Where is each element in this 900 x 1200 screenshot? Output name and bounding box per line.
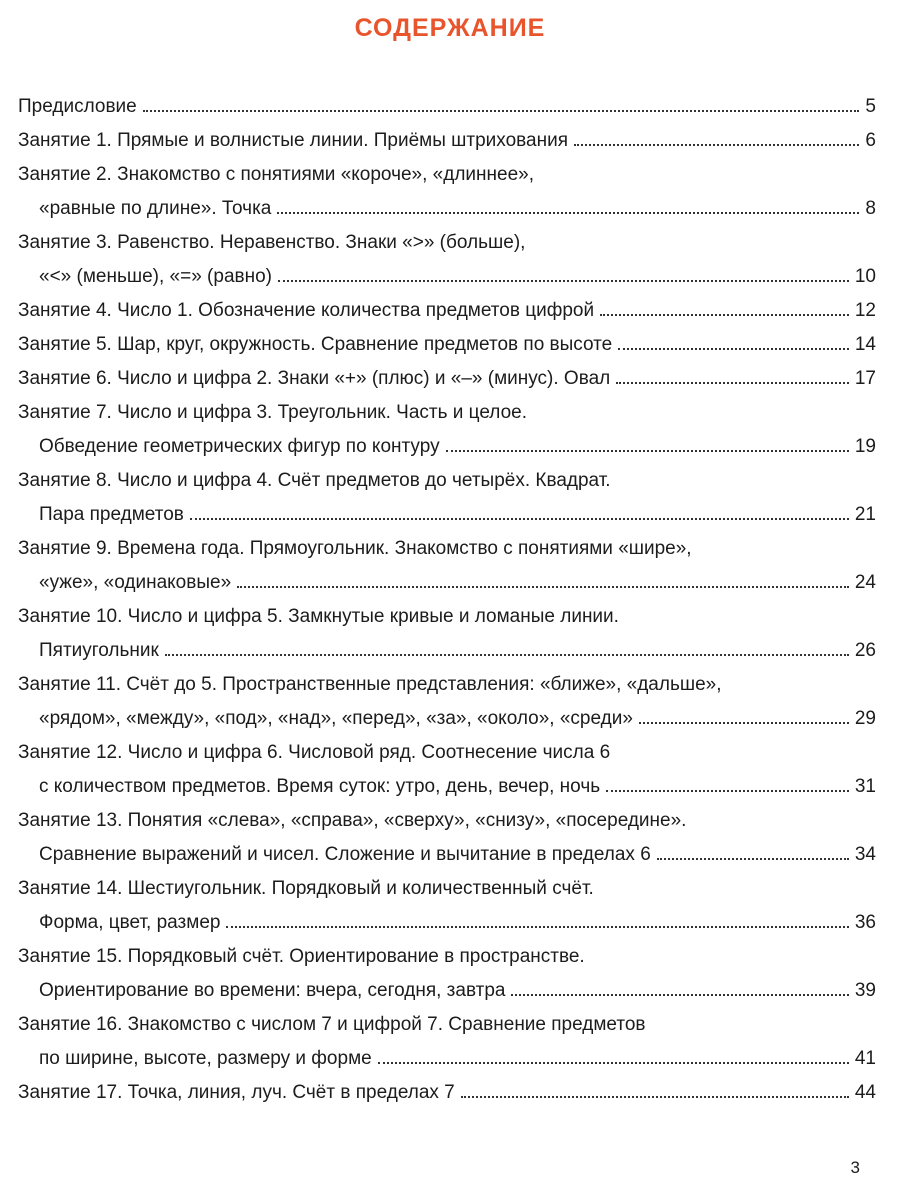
toc-entry-title-line: Занятие 16. Знакомство с числом 7 и цифрой 7. Сравнение предметов — [18, 1014, 646, 1035]
toc-entry-leader-row — [18, 192, 876, 226]
toc-entry — [18, 158, 876, 226]
toc-entry-leader-row — [18, 906, 876, 940]
toc-entry-leader-row — [18, 362, 876, 396]
toc-entry-leader-row — [18, 566, 876, 600]
toc-entry-title-line: Занятие 14. Шестиугольник. Порядковый и количественный счёт. — [18, 878, 594, 899]
toc-entry-leader-row — [18, 260, 876, 294]
toc-page-number: 5 — [865, 96, 876, 117]
toc-entry-title-line: Пятиугольник — [39, 640, 159, 661]
toc-entry-title-line: Занятие 10. Число и цифра 5. Замкнутые кривые и ломаные линии. — [18, 606, 619, 627]
toc-page-number: 17 — [854, 368, 876, 389]
toc-entry-title-line: Занятие 5. Шар, круг, окружность. Сравнение предметов по высоте — [18, 334, 613, 355]
toc-page-number: 8 — [865, 198, 876, 219]
toc-entry-title-line: Занятие 6. Число и цифра 2. Знаки «+» (плюс) и «–» (минус). Овал — [18, 368, 611, 389]
toc-entry-title-line: Занятие 8. Число и цифра 4. Счёт предметов до четырёх. Квадрат. — [18, 470, 611, 491]
toc-entry — [18, 1076, 876, 1110]
toc-entry — [18, 90, 876, 124]
toc-entry-title-line: по ширине, высоте, размеру и форме — [39, 1048, 372, 1069]
toc-entry — [18, 940, 876, 1008]
dot-leader — [165, 654, 849, 656]
toc-entry-leader-row — [18, 294, 876, 328]
dot-leader — [461, 1096, 849, 1098]
dot-leader — [237, 586, 849, 588]
toc-entry-title-line: Занятие 4. Число 1. Обозначение количества предметов цифрой — [18, 300, 595, 321]
toc-entry-leader-row — [18, 838, 876, 872]
toc-entry-title-line: Занятие 11. Счёт до 5. Пространственные представления: «ближе», «дальше», — [18, 674, 722, 695]
toc-entry — [18, 804, 876, 872]
toc-page-number: 39 — [854, 980, 876, 1001]
toc-entry-leader-row — [18, 124, 876, 158]
dot-leader — [657, 858, 849, 860]
toc-entry-title-line: «<» (меньше), «=» (равно) — [39, 266, 273, 287]
dot-leader — [378, 1062, 849, 1064]
toc-entry-title-line: Ориентирование во времени: вчера, сегодня, завтра — [39, 980, 506, 1001]
toc-page-number: 26 — [854, 640, 876, 661]
toc-entry — [18, 872, 876, 940]
toc-entry-title-line: Занятие 13. Понятия «слева», «справа», «сверху», «снизу», «посередине». — [18, 810, 687, 831]
toc-entry-title-line: «равные по длине». Точка — [39, 198, 272, 219]
toc-page-number: 14 — [854, 334, 876, 355]
dot-leader — [616, 382, 849, 384]
toc-entry-title-line: Занятие 15. Порядковый счёт. Ориентирование в пространстве. — [18, 946, 585, 967]
toc-page-number: 21 — [854, 504, 876, 525]
toc-page-number: 34 — [854, 844, 876, 865]
toc-entry-title-line: с количеством предметов. Время суток: утро, день, вечер, ночь — [39, 776, 601, 797]
toc-entry-title-line: Занятие 9. Времена года. Прямоугольник. Знакомство с понятиями «шире», — [18, 538, 692, 559]
toc-entry-title-line: «уже», «одинаковые» — [39, 572, 232, 593]
toc-page-number: 29 — [854, 708, 876, 729]
toc-entry-title-line: Занятие 1. Прямые и волнистые линии. Приёмы штрихования — [18, 130, 568, 151]
page-title: СОДЕРЖАНИЕ — [354, 14, 546, 42]
dot-leader — [143, 110, 860, 112]
toc-entry-title-line: Сравнение выражений и чисел. Сложение и вычитание в пределах 6 — [39, 844, 651, 865]
toc-page-number: 36 — [854, 912, 876, 933]
toc-page-number: 41 — [854, 1048, 876, 1069]
toc-entry-leader-row — [18, 702, 876, 736]
toc-page-number: 44 — [854, 1082, 876, 1103]
toc-entry — [18, 362, 876, 396]
dot-leader — [190, 518, 849, 520]
dot-leader — [618, 348, 849, 350]
toc-entry — [18, 294, 876, 328]
toc-entry — [18, 464, 876, 532]
dot-leader — [639, 722, 849, 724]
dot-leader — [574, 144, 859, 146]
toc-entry-title-line: Занятие 2. Знакомство с понятиями «короче», «длиннее», — [18, 164, 534, 185]
toc-entry — [18, 736, 876, 804]
dot-leader — [446, 450, 849, 452]
toc-entry-title-line: Форма, цвет, размер — [39, 912, 221, 933]
toc-entry-title-line: Занятие 3. Равенство. Неравенство. Знаки «>» (больше), — [18, 232, 526, 253]
dot-leader — [511, 994, 848, 996]
page-number: 3 — [850, 1158, 860, 1177]
toc-page-number: 24 — [854, 572, 876, 593]
toc-page-number: 12 — [854, 300, 876, 321]
toc-entry-leader-row — [18, 90, 876, 124]
toc-entry-title-line: Занятие 17. Точка, линия, луч. Счёт в пределах 7 — [18, 1082, 455, 1103]
toc-entry-title-line: «рядом», «между», «под», «над», «перед», «за», «около», «среди» — [39, 708, 633, 729]
toc-entry — [18, 532, 876, 600]
toc-entry-leader-row — [18, 770, 876, 804]
toc-page-number: 6 — [865, 130, 876, 151]
toc-entry-title-line: Пара предметов — [39, 504, 184, 525]
toc-entry — [18, 328, 876, 362]
toc-entry — [18, 600, 876, 668]
dot-leader — [278, 280, 849, 282]
toc-entry — [18, 668, 876, 736]
toc-page-number: 19 — [854, 436, 876, 457]
toc-entry — [18, 396, 876, 464]
toc-page-number: 10 — [854, 266, 876, 287]
toc-entry-leader-row — [18, 498, 876, 532]
toc-entry-leader-row — [18, 328, 876, 362]
dot-leader — [606, 790, 849, 792]
toc-entry-title-line: Предисловие — [18, 96, 137, 117]
dot-leader — [226, 926, 848, 928]
toc-entry-title-line: Обведение геометрических фигур по контуру — [39, 436, 440, 457]
dot-leader — [277, 212, 859, 214]
toc-entry-leader-row — [18, 974, 876, 1008]
table-of-contents — [18, 90, 876, 1110]
toc-entry-leader-row — [18, 430, 876, 464]
toc-entry-title-line: Занятие 12. Число и цифра 6. Числовой ряд. Соотнесение числа 6 — [18, 742, 611, 763]
toc-entry-leader-row — [18, 1076, 876, 1110]
toc-page-number: 31 — [854, 776, 876, 797]
toc-entry-leader-row — [18, 1042, 876, 1076]
toc-entry — [18, 1008, 876, 1076]
dot-leader — [600, 314, 849, 316]
toc-entry — [18, 124, 876, 158]
toc-entry — [18, 226, 876, 294]
toc-entry-leader-row — [18, 634, 876, 668]
toc-entry-title-line: Занятие 7. Число и цифра 3. Треугольник. Часть и целое. — [18, 402, 527, 423]
